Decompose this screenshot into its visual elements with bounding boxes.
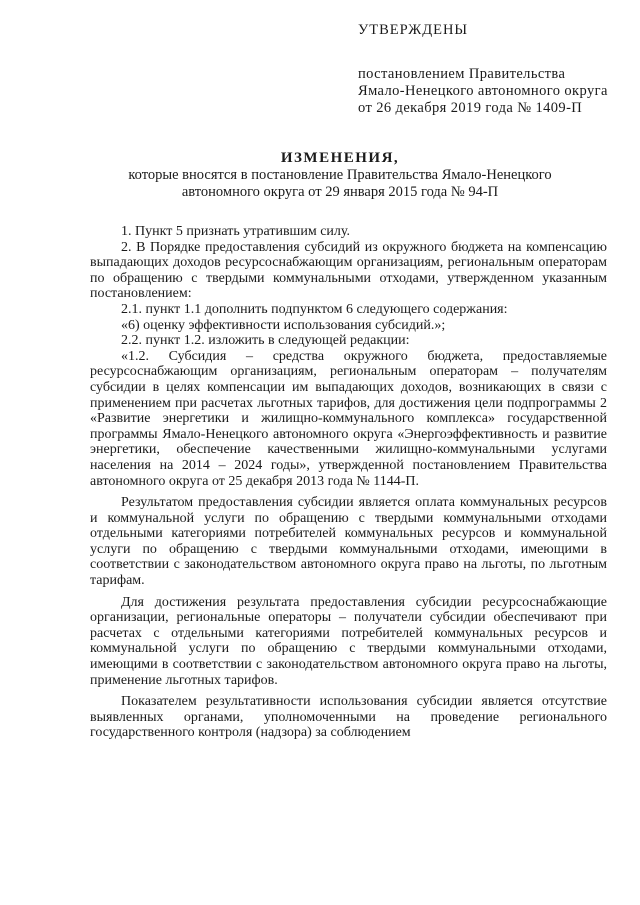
- paragraph-6: «1.2. Субсидия – средства окружного бюджета, предоставляемые ресурсоснабжающим организациям, региональным операторам – получателям субсидии в целях компенсации им выпадающих доходов, возникающих в связи с применением при расчетах льготных тарифов, для достижения цели подпрограммы 2 «Развитие энергетики и жилищно-коммунального комплекса» государственной программы Ямало-Ненецкого автономного округа «Энергоэффективность и развитие энергетики, обеспечение качественными жилищно-коммунальными услугами населения на 2014 – 2024 годы», утвержденной постановлением Правительства автономного округа от 25 декабря 2013 года № 1144-П.: [90, 348, 607, 489]
- paragraph-3: 2.1. пункт 1.1 дополнить подпунктом 6 следующего содержания:: [121, 301, 508, 317]
- paragraph-2: 2. В Порядке предоставления субсидий из окружного бюджета на компенсацию выпадающих доходов ресурсоснабжающим организациям, региональным операторам по обращению с твердыми коммунальными отходами, утвержденном указанным постановлением:: [90, 239, 607, 302]
- paragraph-1: 1. Пункт 5 признать утратившим силу.: [121, 224, 350, 239]
- approval-heading: УТВЕРЖДЕНЫ: [358, 22, 469, 38]
- approval-stamp-block: [358, 22, 608, 117]
- paragraph-9: Показателем результативности использования субсидии является отсутствие выявленных органами, уполномоченными на проведение регионального государственного контроля (надзора) за соблюдением: [90, 694, 607, 741]
- document-subtitle-line-1: которые вносятся в постановление Правительства Ямало-Ненецкого: [128, 167, 552, 183]
- document-title-block: [60, 150, 620, 201]
- paragraph-8: Для достижения результата предоставления субсидии ресурсоснабжающие организации, региональные операторы – получатели субсидии обеспечивают при расчетах с отдельными категориями потребителей коммунальных ресурсов и коммунальной услуги по обращению с твердыми коммунальными отходами, имеющими в соответствии с законодательством автономного округа право на льготы, применение льготных тарифов.: [90, 594, 607, 688]
- paragraph-5: 2.2. пункт 1.2. изложить в следующей редакции:: [121, 333, 410, 349]
- document-subtitle-line-2: автономного округа от 29 января 2015 года № 94-П: [181, 184, 499, 200]
- document-body: [90, 224, 607, 741]
- paragraph-7: Результатом предоставления субсидии является оплата коммунальных ресурсов и коммунальной услуги по обращению с твердыми коммунальными отходами отдельными категориями потребителей коммунальных ресурсов и коммунальной услуги по обращению с твердыми коммунальными отходами, имеющими в соответствии с законодательством автономного округа право на льготы, по льготным тарифам.: [90, 495, 607, 589]
- paragraph-4: «6) оценку эффективности использования субсидий.»;: [121, 317, 446, 333]
- approval-line-3: от 26 декабря 2019 года № 1409-П: [358, 100, 583, 116]
- approval-line-1: постановлением Правительства: [358, 66, 566, 82]
- document-title: ИЗМЕНЕНИЯ,: [280, 150, 400, 166]
- approval-line-2: Ямало-Ненецкого автономного округа: [358, 83, 608, 99]
